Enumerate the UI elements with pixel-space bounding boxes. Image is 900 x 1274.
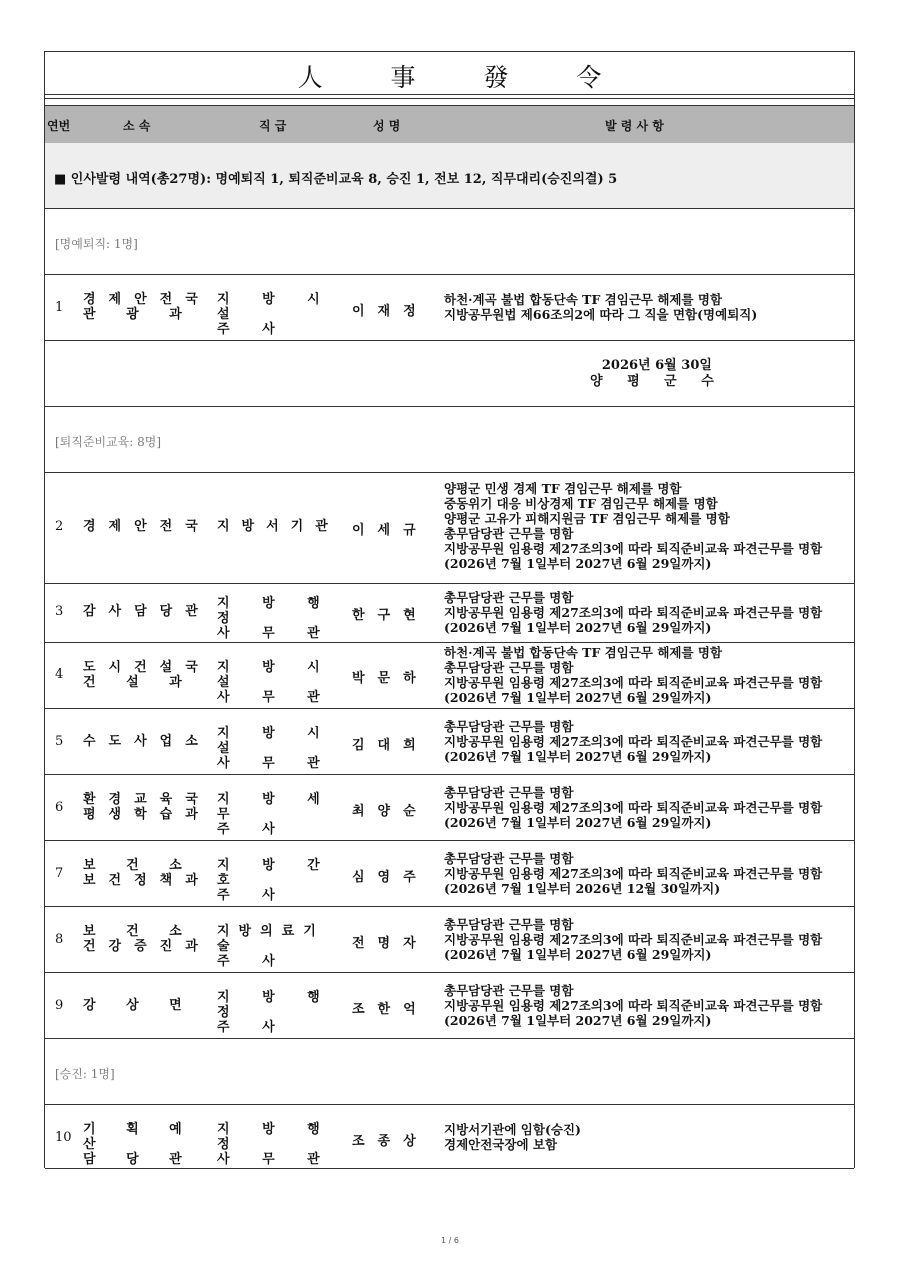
- header-detail: 발 령 사 항: [605, 119, 664, 133]
- row-name: 이세규: [352, 523, 429, 538]
- section-row: [45, 407, 854, 473]
- signature-block: [590, 358, 724, 390]
- table-row: [45, 973, 854, 1039]
- table-row: [45, 643, 854, 709]
- row-detail: 지방서기관에 임함(승진) 경제안전국장에 보함: [444, 1122, 581, 1152]
- row-name: 김대희: [352, 738, 429, 753]
- row-number: 4: [55, 667, 64, 682]
- row-detail: 하천·계곡 불법 합동단속 TF 겸임근무 해제를 명함 총무담당관 근무를 명함 지방공무원 임용령 제27조의3에 따라 퇴직준비교육 파견근무를 명함 (2026년 7월 1일부터 2027년 6월 29일까지): [444, 645, 823, 705]
- row-number: 2: [55, 519, 64, 534]
- row-dept: 기 획 예 산 담 당 관: [83, 1122, 195, 1167]
- row-number: 3: [55, 604, 64, 619]
- row-name: 조한억: [352, 1002, 429, 1017]
- row-rank: 지방의료기술 주 사: [217, 924, 325, 969]
- table-row: [45, 473, 854, 584]
- row-dept: 보 건 소 보건정책과: [83, 858, 211, 888]
- row-name: 박문하: [352, 671, 429, 686]
- row-number: 10: [55, 1130, 72, 1145]
- row-name: 최양순: [352, 804, 429, 819]
- row-rank: 지 방 시 설 사 무 관: [217, 660, 334, 705]
- row-detail: 총무담당관 근무를 명함 지방공무원 임용령 제27조의3에 따라 퇴직준비교육 파견근무를 명함 (2026년 7월 1일부터 2027년 6월 29일까지): [444, 785, 823, 830]
- row-rank: 지 방 시 설 주 사: [217, 292, 334, 337]
- row-rank: 지 방 세 무 주 사: [217, 792, 334, 837]
- row-detail: 총무담당관 근무를 명함 지방공무원 임용령 제27조의3에 따라 퇴직준비교육 파견근무를 명함 (2026년 7월 1일부터 2027년 6월 29일까지): [444, 917, 823, 962]
- row-dept: 경제안전국: [83, 519, 211, 534]
- row-dept: 감사담당관: [83, 604, 211, 619]
- row-rank: 지 방 행 정 주 사: [217, 990, 334, 1035]
- summary-row: [45, 143, 854, 209]
- row-rank: 지 방 행 정 사 무 관: [217, 1122, 334, 1167]
- header-rank: 직 급: [259, 119, 287, 133]
- row-detail: 총무담당관 근무를 명함 지방공무원 임용령 제27조의3에 따라 퇴직준비교육 파견근무를 명함 (2026년 7월 1일부터 2027년 6월 29일까지): [444, 590, 823, 635]
- signature-date: 2026년 6월 30일: [601, 358, 712, 373]
- table-header: [45, 105, 854, 144]
- signature-issuer: 양 평 군 수: [590, 374, 724, 389]
- row-number: 5: [55, 734, 64, 749]
- row-number: 9: [55, 998, 64, 1013]
- title-divider: [45, 94, 854, 95]
- section-label: [명예퇴직: 1명]: [55, 237, 138, 251]
- row-detail: 하천·계곡 불법 합동단속 TF 겸임근무 해제를 명함 지방공무원법 제66조의2에 따라 그 직을 면함(명예퇴직): [444, 292, 758, 322]
- table-row: [45, 584, 854, 643]
- section-label: [승진: 1명]: [55, 1067, 115, 1081]
- row-number: 8: [55, 932, 64, 947]
- row-number: 7: [55, 866, 64, 881]
- summary-text: ■ 인사발령 내역(총27명): 명예퇴직 1, 퇴직준비교육 8, 승진 1, 전보 12, 직무대리(승진의결) 5: [54, 172, 618, 187]
- row-rank: 지방서기관: [217, 519, 340, 534]
- header-name: 성 명: [373, 119, 401, 133]
- row-name: 심영주: [352, 870, 429, 885]
- row-dept: 수도사업소: [83, 734, 211, 749]
- table-row: [45, 907, 854, 973]
- row-rank: 지 방 시 설 사 무 관: [217, 726, 334, 771]
- row-dept: 경제안전국 관 광 과: [83, 292, 211, 322]
- page-number: 1 / 6: [441, 1236, 459, 1245]
- row-name: 전명자: [352, 936, 429, 951]
- row-name: 조종상: [352, 1134, 429, 1149]
- row-detail: 총무담당관 근무를 명함 지방공무원 임용령 제27조의3에 따라 퇴직준비교육 파견근무를 명함 (2026년 7월 1일부터 2026년 12월 30일까지): [444, 851, 823, 896]
- row-number: 1: [55, 300, 64, 315]
- table-row: [45, 1105, 854, 1169]
- row-detail: 총무담당관 근무를 명함 지방공무원 임용령 제27조의3에 따라 퇴직준비교육 파견근무를 명함 (2026년 7월 1일부터 2027년 6월 29일까지): [444, 719, 823, 764]
- table-row: [45, 275, 854, 341]
- row-name: 한구현: [352, 608, 429, 623]
- row-rank: 지 방 간 호 주 사: [217, 858, 334, 903]
- table-row: [45, 841, 854, 907]
- row-dept: 도시건설국 건 설 과: [83, 660, 211, 690]
- row-detail: 총무담당관 근무를 명함 지방공무원 임용령 제27조의3에 따라 퇴직준비교육 파견근무를 명함 (2026년 7월 1일부터 2027년 6월 29일까지): [444, 983, 823, 1028]
- row-dept: 보 건 소 건강증진과: [83, 924, 211, 954]
- section-label: [퇴직준비교육: 8명]: [55, 435, 162, 449]
- row-number: 6: [55, 800, 64, 815]
- row-dept: 강 상 면: [83, 998, 195, 1013]
- section-row: [45, 209, 854, 275]
- table-row: [45, 775, 854, 841]
- header-no: 연번: [47, 119, 71, 133]
- header-dept: 소 속: [123, 119, 151, 133]
- row-dept: 환경교육국 평생학습과: [83, 792, 211, 822]
- document-frame: [44, 51, 855, 1168]
- title-divider: [45, 98, 854, 99]
- section-row: [45, 1039, 854, 1105]
- row-rank: 지 방 행 정 사 무 관: [217, 596, 334, 641]
- row-name: 이재정: [352, 304, 429, 319]
- document-title: 人 事 發 令: [297, 63, 632, 92]
- table-row: [45, 709, 854, 775]
- signature-row: [45, 341, 854, 407]
- row-detail: 양평군 민생 경제 TF 겸임근무 해제를 명함 중동위기 대응 비상경제 TF 겸임근무 해제를 명함 양평군 고유가 피해지원금 TF 겸임근무 해제를 명함 총무담당관 근무를 명함 지방공무원 임용령 제27조의3에 따라 퇴직준비교육 파견근무를 명함 (2026년 7월 1일부터 2027년 6월 29일까지): [444, 481, 823, 571]
